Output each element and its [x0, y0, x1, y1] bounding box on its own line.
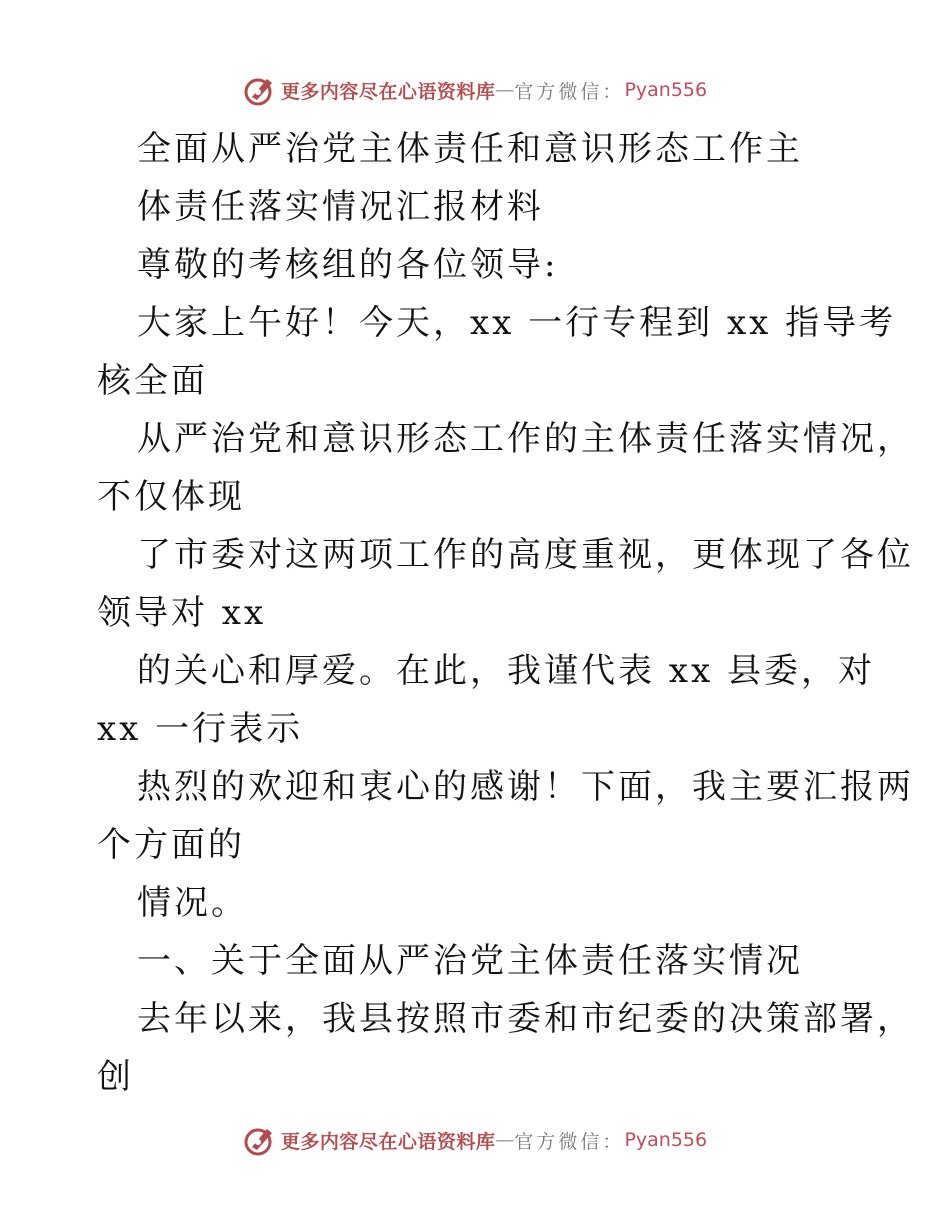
section-heading: 一、关于全面从严治党主体责任落实情况 — [137, 941, 803, 981]
watermark-main-text: 更多内容尽在心语资料库 — [280, 1130, 496, 1153]
salutation: 尊敬的考核组的各位领导: — [137, 245, 559, 285]
paragraph-line: 不仅体现 — [97, 477, 245, 517]
pen-nib-circle-icon — [243, 73, 277, 107]
paragraph-line: 创 — [97, 1057, 134, 1097]
watermark-wechat-label: 官方微信： — [514, 1130, 625, 1153]
paragraph-line: 去年以来，我县按照市委和市纪委的决策部署， — [137, 999, 914, 1039]
paragraph-line: 个方面的 — [97, 825, 245, 865]
paragraph-line: 从严治党和意识形态工作的主体责任落实情况， — [137, 419, 914, 459]
watermark-wechat-label: 官方微信： — [514, 80, 625, 103]
paragraph-line: 大家上午好！今天，xx 一行专程到 xx 指导考 — [137, 303, 897, 343]
paragraph-line: 热烈的欢迎和衷心的感谢！下面，我主要汇报两 — [137, 767, 914, 807]
watermark-wechat-id: Pyan556 — [624, 1129, 708, 1151]
title-line-1: 全面从严治党主体责任和意识形态工作主 — [137, 129, 803, 169]
document-body — [97, 120, 914, 1106]
watermark-wechat-id: Pyan556 — [624, 79, 708, 101]
paragraph-line: 核全面 — [97, 361, 208, 401]
paragraph-line: xx 一行表示 — [97, 709, 304, 749]
pen-nib-circle-icon — [243, 1123, 277, 1157]
watermark-dash: — — [495, 1129, 515, 1151]
paragraph-line: 的关心和厚爱。在此，我谨代表 xx 县委，对 — [137, 651, 875, 691]
watermark-main-text: 更多内容尽在心语资料库 — [280, 80, 496, 103]
title-line-2: 体责任落实情况汇报材料 — [137, 187, 544, 227]
watermark-dash: — — [495, 79, 515, 101]
paragraph-line: 领导对 xx — [97, 593, 267, 633]
header-watermark — [0, 70, 950, 110]
footer-watermark — [0, 1120, 950, 1160]
paragraph-line: 了市委对这两项工作的高度重视，更体现了各位 — [137, 535, 914, 575]
paragraph-line: 情况。 — [137, 883, 248, 923]
